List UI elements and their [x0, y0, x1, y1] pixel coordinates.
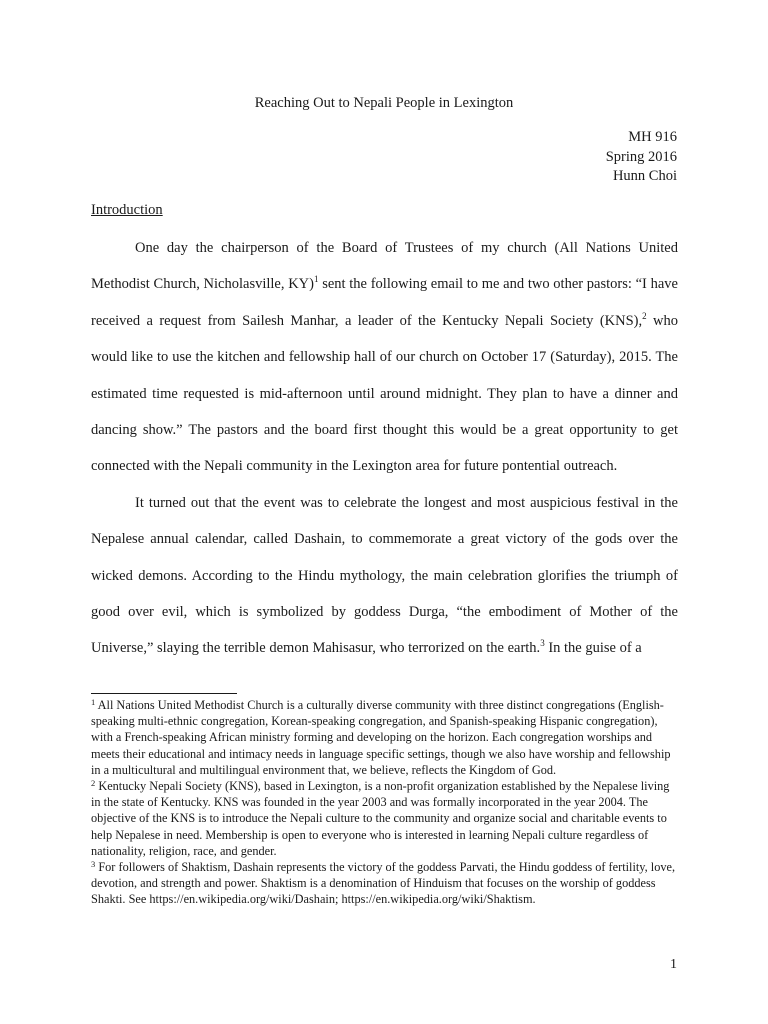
footnote-separator: [91, 693, 237, 694]
footnote-ref: 1: [313, 274, 319, 285]
author-name: Hunn Choi: [612, 168, 677, 184]
footnote: [91, 859, 678, 908]
footnote-ref: 3: [540, 638, 545, 649]
document-meta: [606, 128, 677, 187]
paragraph-text: One day the chairperson of the Board of Trustees of my church (All Nations United Methodist Church, Nicholasville, KY): [91, 240, 678, 293]
paragraph-text: It turned out that the event was to celebrate the longest and most auspicious festival in the Nepalese annual calendar, called Dashain, to commemorate a great victory of the gods over the wicked demons. According to the Hindu mythology, the main celebration glorifies the triumph of good over evil, which is symbolized by goddess Durga, “the embodiment of Mother of the Universe,” slaying the terrible demon Mahisasur, who terrorized on the earth.: [91, 494, 678, 657]
course-code: MH 916: [628, 129, 677, 145]
paragraph-text: sent the following email to me and two other pastors: “I have received a request from Sailesh Manhar, a leader of the Kentucky Nepali Society (KNS),: [91, 276, 678, 329]
paragraph: [91, 485, 678, 667]
footnotes: [91, 697, 678, 908]
section-heading-introduction: Introduction: [91, 202, 163, 218]
term: Spring 2016: [605, 148, 677, 165]
page-number: 1: [670, 957, 677, 972]
footnote-number: 1: [91, 697, 96, 707]
footnote-ref: 2: [642, 310, 647, 321]
footnote-text: Kentucky Nepali Society (KNS), based in Lexington, is a non-profit organization established by the Nepalese living in the state of Kentucky. KNS was founded in the year 2003 and was formally incorporated in the year 2004. The objective of the KNS is to introduce the Nepali culture to the community and organize social and charitable events to help Nepalese in need. Membership is open to everyone who is interested in learning Nepali culture regardless of nationality, religion, race, and gender.: [91, 779, 670, 858]
paragraph-text: In the guise of a: [544, 640, 642, 657]
paragraph-text: who would like to use the kitchen and fellowship hall of our church on October 17 (Saturday), 2015. The estimated time requested is mid-afternoon until around midnight. They plan to have a dinner and dancing show.” The pastors and the board first thought this would be a great opportunity to get connected with the Nepali community in the Lexington area for future pontential outreach.: [91, 312, 678, 475]
body-text: [91, 230, 678, 667]
footnote: [91, 697, 678, 778]
footnote-number: 2: [91, 778, 96, 789]
footnote: [91, 778, 678, 859]
footnote-number: 3: [91, 859, 96, 870]
footnote-text: For followers of Shaktism, Dashain represents the victory of the goddess Parvati, the Hindu goddess of fertility, love, devotion, and strength and power. Shaktism is a denomination of Hinduism that focuses on the worship of goddess Shakti. See https://en.wikipedia.org/wiki/Dashain; https://en.wikipedia.org/wiki/Shaktism.: [91, 860, 676, 907]
footnote-text: All Nations United Methodist Church is a culturally diverse community with three distinct congregations (English-speaking multi-ethnic congregation, Korean-speaking congregation, and Spanish-speaking Hispanic congregation), with a French-speaking African ministry forming and developing on the horizon. Each congregation worships and meets their educational and intimacy needs in language specific settings, though we also have worship and fellowship in a multicultural and multilingual environment that, we believe, reflects the Kingdom of God.: [91, 698, 671, 777]
document-title: Reaching Out to Nepali People in Lexington: [254, 95, 514, 111]
paragraph: [91, 230, 678, 485]
